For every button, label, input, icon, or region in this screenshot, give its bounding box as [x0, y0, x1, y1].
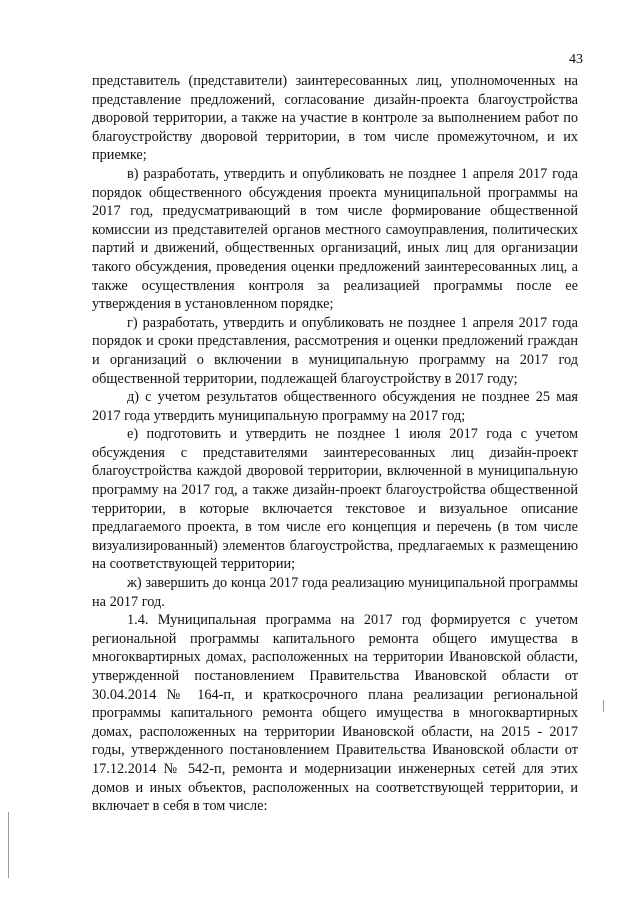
document-body: [92, 72, 578, 816]
paragraph-item-v: в) разработать, утвердить и опубликовать не позднее 1 апреля 2017 года порядок общественного обсуждения проекта муниципальной программы на 2017 год, предусматривающий в том числе формирование общественной комиссии из представителей органов местного самоуправления, политических партий и движений, общественных организаций, иных лиц для организации такого обсуждения, проведения оценки предложений заинтересованных лиц, а также осуществления контроля за реализацией программы после ее утверждения в установленном порядке;: [92, 165, 578, 313]
paragraph-item-zh: ж) завершить до конца 2017 года реализацию муниципальной программы на 2017 год.: [92, 575, 578, 610]
paragraph-item-g: г) разработать, утвердить и опубликовать не позднее 1 апреля 2017 года порядок и сроки представления, рассмотрения и оценки предложений граждан и организаций о включении в муниципальную программу на 2017 год общественной территории, подлежащей благоустройству в 2017 году;: [92, 314, 578, 387]
paragraph-section-1-4: 1.4. Муниципальная программа на 2017 год формируется с учетом региональной программы капитального ремонта общего имущества в многоквартирных домах, расположенных на территории Ивановской области, утвержденной постановлением Правительства Ивановской области от 30.04.2014 № 164-п, и краткосрочного плана реализации региональной программы капитального ремонта общего имущества в многоквартирных домах, расположенных на территории Ивановской области, на 2015 - 2017 годы, утвержденного постановлением Правительства Ивановской области от 17.12.2014 № 542-п, ремонта и модернизации инженерных сетей для этих домов и иных объектов, расположенных на соответствующей территории, и включает в себя в том числе:: [92, 612, 578, 815]
paragraph-item-e: е) подготовить и утвердить не позднее 1 июля 2017 года с учетом обсуждения с представителями заинтересованных лиц дизайн-проект благоустройства каждой дворовой территории, включенной в муниципальную программу на 2017 год, а также дизайн-проект благоустройства общественной территории, в которые включается текстовое и визуальное описание предлагаемого проекта, в том числе его концепция и перечень (в том числе визуализированный) элементов благоустройства, предлагаемых к размещению на соответствующей территории;: [92, 426, 578, 573]
paragraph-item-d: д) с учетом результатов общественного обсуждения не позднее 25 мая 2017 года утвердить муниципальную программу на 2017 год;: [92, 389, 578, 424]
paragraph-intro-continuation: представитель (представители) заинтересованных лиц, уполномоченных на представление предложений, согласование дизайн-проекта благоустройства дворовой территории, а также на участие в контроле за выполнением работ по благоустройству дворовой территории, в том числе промежуточном, и их приемке;: [92, 73, 578, 164]
page-number: 43: [569, 52, 583, 67]
scan-artifact-left-edge: [8, 812, 9, 878]
scan-artifact-right-tick: [603, 700, 604, 712]
